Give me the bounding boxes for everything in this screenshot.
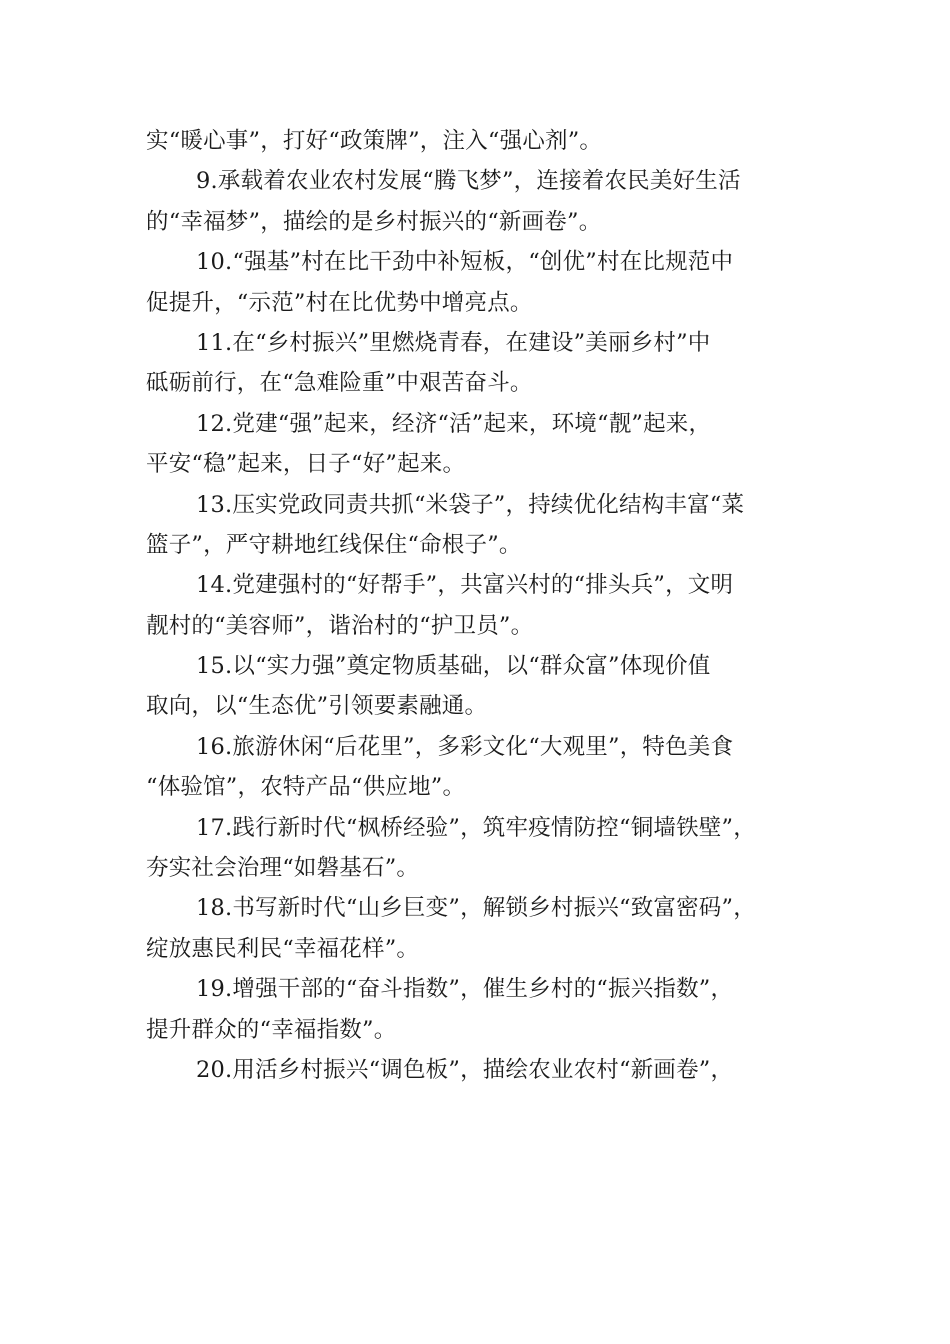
- list-item-11-line-1: 11.在“乡村振兴”里燃烧青春，在建设”美丽乡村”中: [196, 329, 711, 356]
- list-item-11-line-2: 砥砺前行，在“急难险重”中艰苦奋斗。: [146, 370, 533, 397]
- list-item-17-line-1: 17.践行新时代“枫桥经验”，筑牢疫情防控“铜墙铁壁”，: [196, 814, 756, 841]
- list-item-15-line-1: 15.以“实力强”奠定物质基础，以“群众富”体现价值: [196, 653, 711, 680]
- list-item-16-line-2: “体验馆”，农特产品“供应地”。: [146, 774, 466, 801]
- list-item-16-line-1: 16.旅游休闲“后花⾥”，多彩文化“大观⾥”，特色美食: [196, 733, 734, 760]
- list-item-15-line-2: 取向，以“生态优”引领要素融通。: [146, 693, 488, 720]
- list-item-18-line-1: 18.书写新时代“山乡巨变”，解锁乡村振兴“致富密码”，: [196, 895, 756, 922]
- document-body: [146, 121, 808, 1090]
- list-item-13-line-1: 13.压实党政同责共抓“米袋子”，持续优化结构丰富“菜: [196, 491, 745, 518]
- text-line: 实“暖心事”，打好“政策牌”，注入“强心剂”。: [146, 128, 603, 154]
- list-item-9-line-1: 9.承载着农业农村发展“腾飞梦”，连接着农民美好生活: [196, 168, 741, 195]
- list-item-10-line-1: 10.“强基”村在比干劲中补短板，“创优”村在比规范中: [196, 249, 734, 276]
- list-item-13-line-2: 篮子”，严守耕地红线保住“命根子”。: [146, 531, 522, 558]
- list-item-19-line-1: 19.增强干部的“奋斗指数”，催生乡村的“振兴指数”，: [196, 976, 734, 1003]
- list-item-18-line-2: 绽放惠民利民“幸福花样”。: [146, 935, 420, 962]
- list-item-17-line-2: 夯实社会治理“如磐基石”。: [146, 855, 420, 882]
- list-item-12-line-2: 平安“稳”起来，日子“好”起来。: [146, 451, 466, 478]
- list-item-14-line-1: 14.党建强村的“好帮手”，共富兴村的“排头兵”，文明: [196, 572, 734, 599]
- list-item-14-line-2: 靓村的“美容师”，谐治村的“护卫员”。: [146, 612, 534, 639]
- list-item-10-line-2: 促提升，“示范”村在比优势中增亮点。: [146, 289, 533, 316]
- list-item-20-line-1: 20.用活乡村振兴“调色板”，描绘农业农村“新画卷”，: [196, 1056, 734, 1083]
- list-item-12-line-1: 12.党建“强”起来，经济“活”起来，环境“靓”起来，: [196, 410, 712, 437]
- list-item-19-line-2: 提升群众的“幸福指数”。: [146, 1016, 397, 1043]
- list-item-9-line-2: 的“幸福梦”，描绘的是乡村振兴的“新画卷”。: [146, 208, 602, 235]
